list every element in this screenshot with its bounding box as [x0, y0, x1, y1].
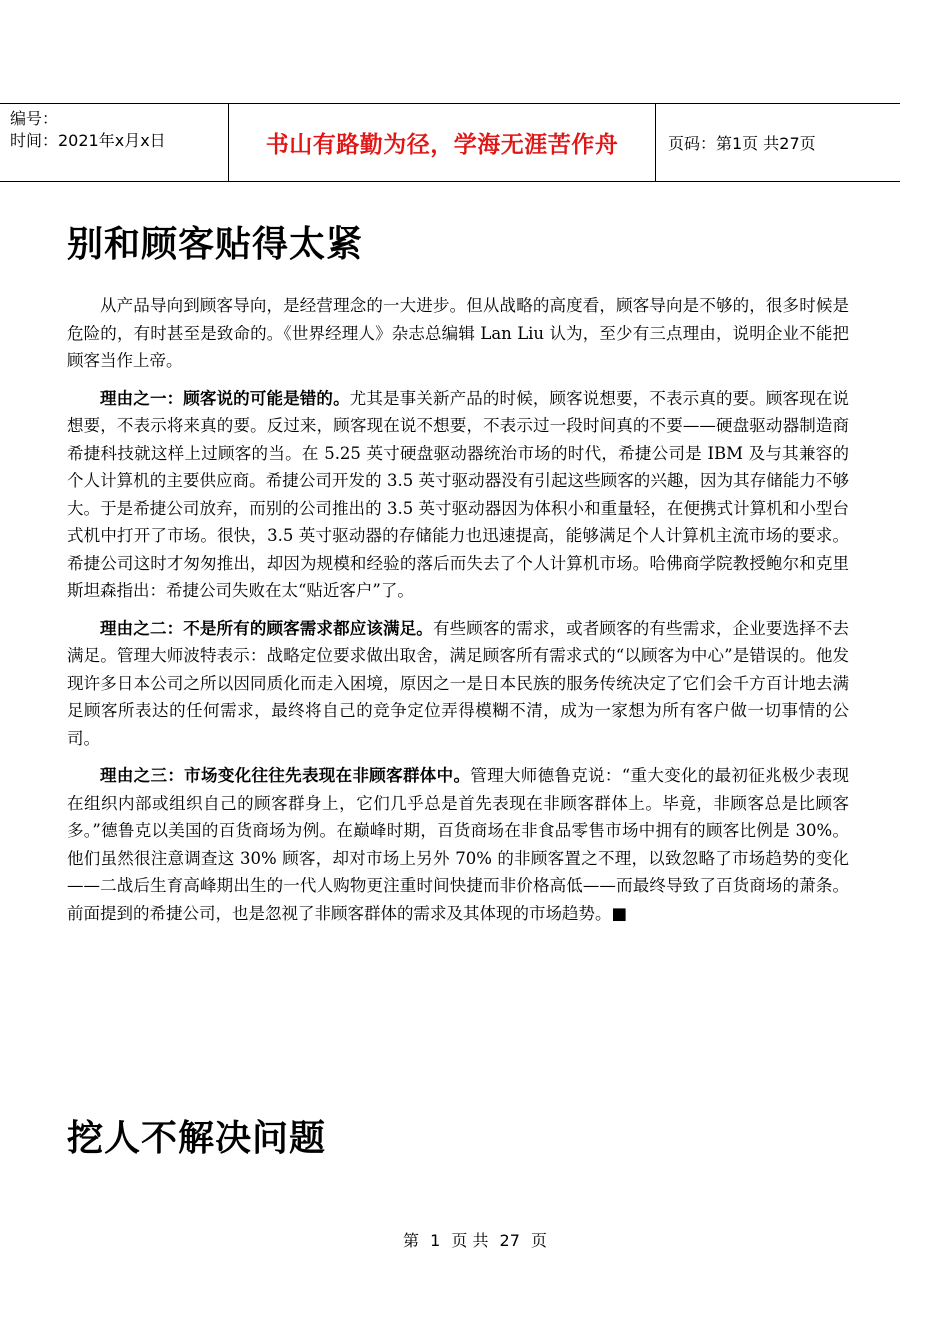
reason-3-text: 管理大师德鲁克说：“重大变化的最初征兆极少表现在组织内部或组织自己的顾客群身上，它们几乎总是首先表现在非顾客群体上。毕竟，非顾客总是比顾客多。”德鲁克以美国的百货商场为例。在巅峰时期，百货商场在非食品零售市场中拥有的顾客比例是 30%。他们虽然很注意调查这 30% 顾客，却对市场上另外 70% 的非顾客置之不理，以致忽略了市场趋势的变化——二战后生育高峰期出生的一代人购物更注重时间快捷而非价格高低——而最终导致了百货商场的萧条。前面提到的希捷公司，也是忽视了非顾客群体的需求及其体现的市场趋势。■: [67, 766, 849, 923]
page-header: [0, 103, 900, 182]
footer-suffix: 页: [531, 1231, 548, 1250]
footer-page-number: 1: [430, 1231, 441, 1250]
reason-1-text: 尤其是事关新产品的时候，顾客说想要，不表示真的要。顾客现在说想要，不表示将来真的要。反过来，顾客现在说不想要，不表示过一段时间真的不要——硬盘驱动器制造商希捷科技就这样上过顾客的当。在 5.25 英寸硬盘驱动器统治市场的时代，希捷公司是 IBM 及与其兼容的个人计算机的主要供应商。希捷公司开发的 3.5 英寸驱动器没有引起这些顾客的兴趣，因为其存储能力不够大。于是希捷公司放弃，而别的公司推出的 3.5 英寸驱动器因为体积小和重量轻，在便携式计算机和小型台式机中打开了市场。很快，3.5 英寸驱动器的存储能力也迅速提高，能够满足个人计算机主流市场的要求。希捷公司这时才匆匆推出，却因为规模和经验的落后而失去了个人计算机市场。哈佛商学院教授鲍尔和克里斯坦森指出：希捷公司失败在太“贴近客户”了。: [67, 388, 850, 600]
reason-3-heading: 理由之三：市场变化往往先表现在非顾客群体中。: [100, 766, 471, 785]
reason-3-paragraph: [67, 762, 849, 927]
page-footer: [0, 1228, 950, 1251]
second-article-title: 挖人不解决问题: [67, 1118, 327, 1159]
header-meta: [0, 104, 229, 181]
time-label: 时间：2021年x月x日: [10, 131, 166, 150]
reason-2-paragraph: [67, 615, 849, 753]
article-body: [67, 292, 849, 937]
intro-paragraph: 从产品导向到顾客导向，是经营理念的一大进步。但从战略的高度看，顾客导向是不够的，很多时候是危险的，有时甚至是致命的。《世界经理人》杂志总编辑 Lan Liu 认为，至少有三点理由，说明企业不能把顾客当作上帝。: [67, 296, 849, 370]
footer-total-pages: 27: [499, 1231, 520, 1250]
reason-1-heading: 理由之一：顾客说的可能是错的。: [100, 388, 350, 408]
footer-prefix: 第: [402, 1231, 419, 1250]
serial-label: 编号：: [10, 109, 59, 128]
article-title: 别和顾客贴得太紧: [67, 224, 364, 265]
reason-1-paragraph: [67, 385, 849, 605]
footer-middle: 页 共: [451, 1231, 489, 1250]
header-motto: 书山有路勤为径，学海无涯苦作舟: [229, 104, 656, 181]
header-page-info: 页码：第1页 共27页: [668, 134, 816, 153]
reason-2-heading: 理由之二：不是所有的顾客需求都应该满足。: [100, 618, 433, 638]
reason-2-text: 有些顾客的需求，或者顾客的有些需求，企业要选择不去满足。管理大师波特表示：战略定位要求做出取舍，满足顾客所有需求式的“以顾客为中心”是错误的。他发现许多日本公司之所以因同质化而走入困境，原因之一是日本民族的服务传统决定了它们会千方百计地去满足顾客所表达的任何需求，最终将自己的竞争定位弄得模糊不清，成为一家想为所有客户做一切事情的公司。: [67, 618, 850, 748]
